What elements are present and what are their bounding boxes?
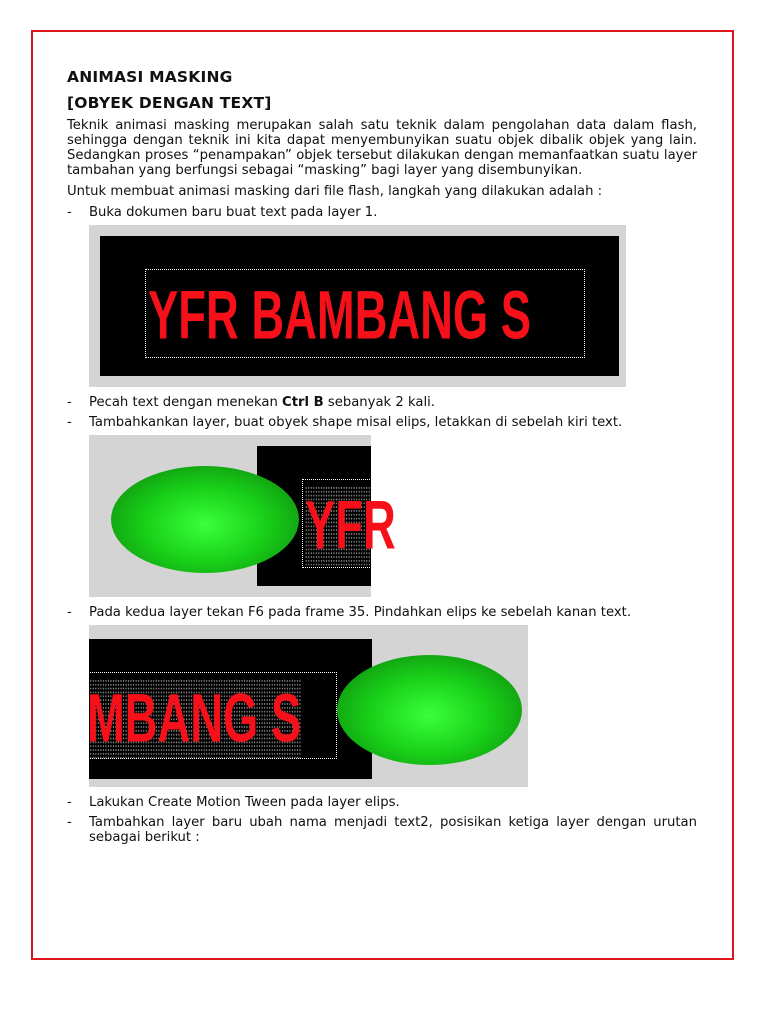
stage-black	[89, 639, 372, 779]
figure-title-text: YFR	[305, 487, 396, 565]
figure-ellipse-left	[89, 435, 396, 597]
page-title: ANIMASI MASKING	[67, 68, 233, 86]
steps-list	[67, 205, 697, 220]
step-4: - Pada kedua layer tekan F6 pada frame 35. Pindahkan elips ke sebelah kanan text.	[67, 605, 697, 620]
steps-list-3	[67, 605, 697, 620]
step-2-text-end: sebanyak 2 kali.	[323, 395, 435, 410]
lead-paragraph: Untuk membuat animasi masking dari file flash, langkah yang dilakukan adalah :	[67, 184, 603, 199]
green-ellipse	[337, 655, 522, 765]
figure-text-layer	[89, 225, 626, 387]
step-5: - Lakukan Create Motion Tween pada layer elips.	[67, 795, 697, 810]
step-2	[67, 395, 697, 410]
intro-paragraph: Teknik animasi masking merupakan salah satu teknik dalam pengolahan data dalam flash, sehingga dengan teknik ini kita dapat menyembunyikan suatu objek dibalik objek yang lain. Sedangkan proses “penampakan” objek tersebut dilakukan dengan memanfaatkan suatu layer tambahan yang berfungsi sebagai “masking” bagi layer yang disembunyikan.	[67, 118, 697, 178]
figure-ellipse-right	[89, 625, 528, 787]
green-ellipse	[111, 466, 299, 573]
page-subtitle: [OBYEK DENGAN TEXT]	[67, 94, 272, 112]
figure-title-text: MBANG S	[87, 680, 302, 758]
steps-list-2	[67, 395, 697, 430]
step-1: - Buka dokumen baru buat text pada layer 1.	[67, 205, 697, 220]
document-body	[67, 66, 697, 850]
step-2-text: Pecah text dengan menekan	[89, 395, 283, 410]
step-6: - Tambahkan layer baru ubah nama menjadi text2, posisikan ketiga layer dengan urutan sebagai berikut :	[67, 815, 697, 845]
steps-list-4	[67, 795, 697, 845]
figure-title-text: YFR BAMBANG S	[148, 277, 532, 355]
stage-black	[100, 236, 619, 376]
shortcut-key: Ctrl B	[282, 395, 324, 410]
step-3: - Tambahkankan layer, buat obyek shape misal elips, letakkan di sebelah kiri text.	[67, 415, 697, 430]
